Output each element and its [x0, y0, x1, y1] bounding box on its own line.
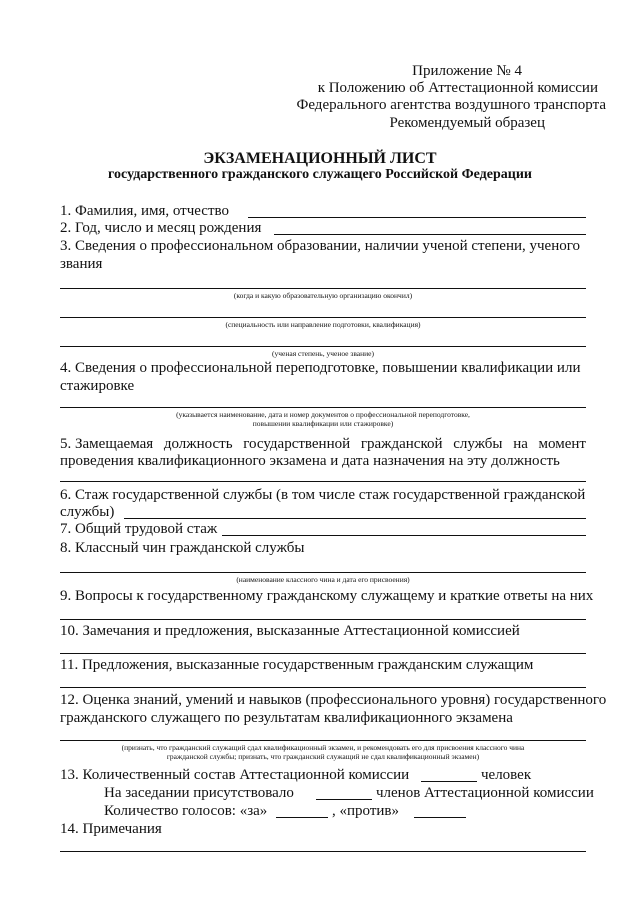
item-commission-size-label: 13. Количественный состав Аттестационной комиссии — [60, 767, 410, 783]
item-assessment-label: 12. Оценка знаний, умений и навыков (профессионального уровня) государственного — [60, 692, 607, 708]
item-education-label-cont: звания — [60, 256, 103, 272]
item-birth-date-label: 2. Год, число и месяц рождения — [60, 220, 262, 236]
votes-for-label: Количество голосов: «за» — [104, 803, 268, 819]
notes-field[interactable] — [60, 851, 586, 852]
position-word: момент — [538, 436, 586, 452]
position-word: гражданской — [360, 436, 443, 452]
item-retraining-label: 4. Сведения о профессиональной переподготовке, повышении квалификации или — [60, 360, 581, 376]
document-subtitle: государственного гражданского служащего Российской Федерации — [108, 167, 532, 182]
position-word: должность — [163, 436, 233, 452]
education-field-3[interactable] — [60, 346, 586, 347]
education-hint-2: (специальность или направление подготовки, квалификация) — [225, 320, 421, 329]
assessment-hint-2: гражданской службы; признать, что гражданский служащий не сдал квалификационный экзамен) — [166, 752, 480, 761]
assessment-hint-1: (признать, что гражданский служащий сдал квалификационный экзамен, и рекомендовать его для присвоения классного чина — [121, 743, 525, 752]
attendance-members-label: членов Аттестационной комиссии — [376, 785, 594, 801]
position-word: 5. Замещаемая — [60, 436, 154, 452]
item-position-label-cont: проведения квалификационного экзамена и дата назначения на эту должность — [60, 453, 560, 469]
votes-against-field[interactable] — [414, 817, 466, 818]
work-experience-field[interactable] — [222, 535, 586, 536]
item-commission-remarks-label: 10. Замечания и предложения, высказанные Аттестационной комиссией — [60, 623, 520, 639]
item-notes-label: 14. Примечания — [60, 821, 162, 837]
education-field-2[interactable] — [60, 317, 586, 318]
item-class-rank-label: 8. Классный чин гражданской службы — [60, 540, 305, 556]
item-questions-label: 9. Вопросы к государственному гражданскому служащему и краткие ответы на них — [60, 588, 594, 604]
retraining-hint-1: (указывается наименование, дата и номер документов о профессиональной переподготовке, — [176, 410, 470, 419]
position-word: на — [513, 436, 528, 452]
full-name-field[interactable] — [248, 217, 586, 218]
employee-proposals-field[interactable] — [60, 687, 586, 688]
assessment-field[interactable] — [60, 740, 586, 741]
class-rank-field[interactable] — [60, 572, 586, 573]
commission-size-field[interactable] — [421, 781, 477, 782]
item-education-label: 3. Сведения о профессиональном образовании, наличии ученой степени, ученого — [60, 238, 581, 254]
service-length-field[interactable] — [124, 518, 586, 519]
item-position-label — [60, 436, 586, 453]
education-field-1[interactable] — [60, 288, 586, 289]
votes-for-field[interactable] — [276, 817, 328, 818]
appendix-agency: Федерального агентства воздушного транспорта — [296, 97, 606, 113]
attendance-field[interactable] — [316, 799, 372, 800]
votes-against-label: , «против» — [332, 803, 399, 819]
attendance-label: На заседании присутствовало — [104, 785, 294, 801]
position-word: государственной — [243, 436, 351, 452]
commission-remarks-field[interactable] — [60, 653, 586, 654]
education-hint-1: (когда и какую образовательную организацию окончил) — [233, 291, 413, 300]
questions-field[interactable] — [60, 619, 586, 620]
retraining-field[interactable] — [60, 407, 586, 408]
position-field[interactable] — [60, 481, 586, 482]
appendix-reference: к Положению об Аттестационной комиссии — [317, 80, 598, 96]
birth-date-field[interactable] — [274, 234, 586, 235]
item-service-length-label-cont: службы) — [60, 504, 115, 520]
item-service-length-label: 6. Стаж государственной службы (в том числе стаж государственной гражданской — [60, 487, 586, 503]
class-rank-hint: (наименование классного чина и дата его присвоения) — [236, 575, 410, 584]
document-title: ЭКЗАМЕНАЦИОННЫЙ ЛИСТ — [203, 150, 437, 167]
education-hint-3: (ученая степень, ученое звание) — [272, 349, 374, 358]
item-full-name-label: 1. Фамилия, имя, отчество — [60, 203, 229, 219]
commission-size-unit: человек — [481, 767, 532, 783]
item-employee-proposals-label: 11. Предложения, высказанные государственным гражданским служащим — [60, 657, 534, 673]
item-retraining-label-cont: стажировке — [60, 378, 135, 394]
retraining-hint-2: повышении квалификации или стажировке) — [252, 419, 394, 428]
item-work-experience-label: 7. Общий трудовой стаж — [60, 521, 218, 537]
item-assessment-label-cont: гражданского служащего по результатам квалификационного экзамена — [60, 710, 513, 726]
position-word: службы — [453, 436, 503, 452]
recommended-sample: Рекомендуемый образец — [389, 115, 545, 131]
appendix-number: Приложение № 4 — [412, 63, 522, 79]
